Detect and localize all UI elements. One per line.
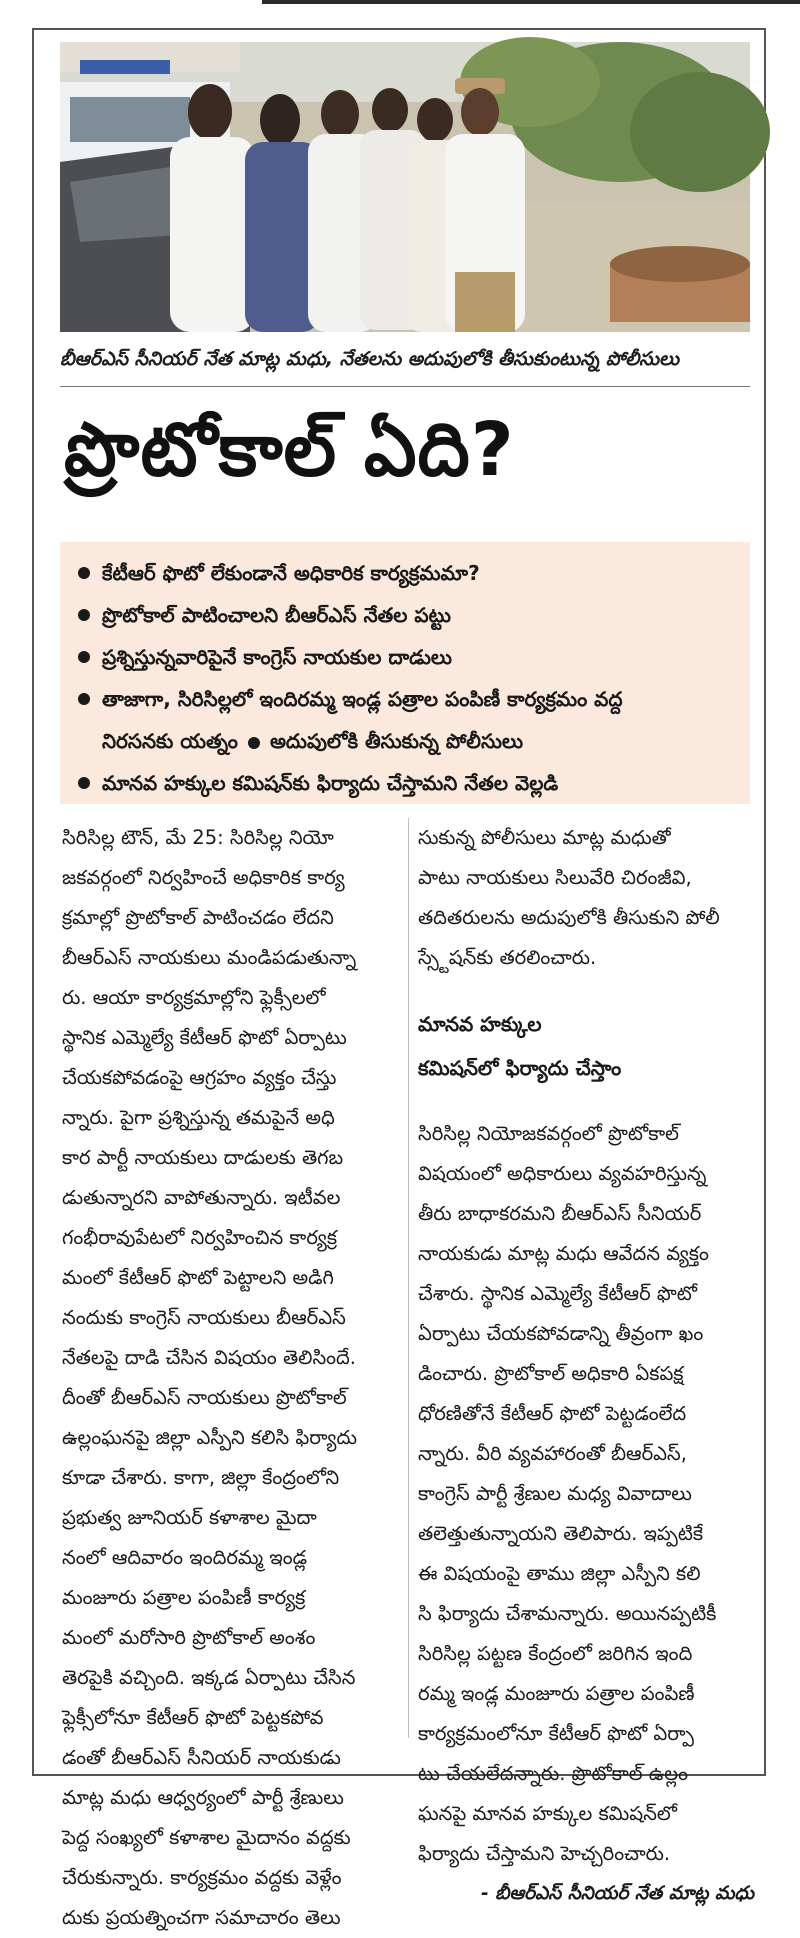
article-line: రు. ఆయా కార్యక్రమాల్లోని ఫ్లెక్సీలలో xyxy=(62,986,326,1009)
article-line: చేరుకున్నారు. కార్యక్రమం వద్దకు వెళ్లేం xyxy=(62,1866,342,1889)
top-rule xyxy=(262,0,800,4)
highlight-text: అదుపులోకి తీసుకున్న పోలీసులు xyxy=(269,729,524,753)
article-line: నంలో ఆదివారం ఇందిరమ్మ ఇండ్ల xyxy=(62,1546,308,1569)
article-line: కార్యక్రమంలోనూ కేటీఆర్ ఫొటో ఏర్పా xyxy=(418,1722,694,1745)
article-line: ఘనపై మానవ హక్కుల కమిషన్‌లో xyxy=(418,1802,677,1825)
article-line: ఏర్పాటు చేయకపోవడాన్ని తీవ్రంగా ఖం xyxy=(418,1322,704,1345)
photo-caption: బీఆర్ఎస్ సీనియర్ నేత మాట్ల మధు, నేతలను అదుపులోకి తీసుకుంటున్న పోలీసులు xyxy=(60,348,680,370)
article-line: ధోరణితోనే కేటీఆర్ ఫొటో పెట్టడంలేద xyxy=(418,1402,687,1425)
article-line: కూడా చేశారు. కాగా, జిల్లా కేంద్రంలోని xyxy=(62,1466,340,1489)
highlight-text: ప్రొటోకాల్ పాటించాలని బీఆర్ఎస్ నేతల పట్టు xyxy=(102,603,451,627)
article-line: మంజూరు పత్రాల పంపిణీ కార్యక్ర xyxy=(62,1586,306,1609)
article-line: ఉల్లంఘనపై జిల్లా ఎస్పీని కలిసి ఫిర్యాదు xyxy=(62,1426,357,1449)
article-line: సిరిసిల్ల పట్టణ కేంద్రంలో జరిగిన ఇంది xyxy=(418,1642,693,1665)
highlights-box xyxy=(60,542,750,804)
article-line: ఫ్లెక్సీలోనూ కేటీఆర్ ఫొటో పెట్టకపోవ xyxy=(62,1706,324,1729)
highlight-continuation xyxy=(78,720,742,762)
highlight-item xyxy=(78,762,742,804)
headline: ప్రొటోకాల్ ఏది? xyxy=(64,407,515,493)
article-line: ఫిర్యాదు చేస్తామని హెచ్చరించారు. xyxy=(418,1842,671,1865)
bullet-icon xyxy=(78,651,90,663)
article-line: మంలో మరోసారి ప్రొటోకాల్ అంశం xyxy=(62,1626,316,1649)
article-line: మాట్ల మధు ఆధ్వర్యంలో పార్టీ శ్రేణులు xyxy=(62,1786,344,1809)
article-line: ఈ విషయంపై తాము జిల్లా ఎస్పీని కలి xyxy=(418,1562,701,1585)
article-line: ప్రభుత్వ జూనియర్ కళాశాల మైదా xyxy=(62,1506,317,1529)
article-line: న్నారు. పైగా ప్రశ్నిస్తున్న తమపైనే అధి xyxy=(62,1106,335,1129)
highlight-text: తాజాగా, సిరిసిల్లలో ఇందిరమ్మ ఇండ్ల పత్రాల పంపిణీ కార్యక్రమం వద్ద xyxy=(102,687,623,711)
article-line: డించారు. ప్రొటోకాల్ అధికారి ఏకపక్ష xyxy=(418,1362,684,1385)
article-line: విషయంలో అధికారులు వ్యవహరిస్తున్న xyxy=(418,1162,707,1185)
highlight-item xyxy=(78,678,742,720)
article-line: స్థానిక ఎమ్మెల్యే కేటీఆర్ ఫొటో ఏర్పాటు xyxy=(62,1026,347,1049)
article-line: తదితరులను అదుపులోకి తీసుకుని పోలీ xyxy=(418,906,720,929)
article-column-left xyxy=(62,818,402,1929)
bullet-icon xyxy=(248,737,260,749)
bullet-icon xyxy=(78,693,90,705)
spacer xyxy=(418,1090,754,1114)
subheading: మానవ హక్కుల xyxy=(418,1012,542,1036)
article-line: సిరిసిల్ల టౌన్, మే 25: సిరిసిల్ల నియో xyxy=(62,826,334,849)
article-line: సి ఫిర్యాదు చేశామన్నారు. అయినప్పటికీ xyxy=(418,1602,717,1625)
article-line: తలెత్తుతున్నాయని తెలిపారు. ఇప్పటికే xyxy=(418,1522,704,1545)
highlight-text: కేటీఆర్ ఫొటో లేకుండానే అధికారిక కార్యక్రమమా? xyxy=(102,561,480,585)
article-line: తీరు బాధాకరమని బీఆర్ఎస్ సీనియర్ xyxy=(418,1202,702,1225)
spacer xyxy=(418,978,754,1002)
article-line: గంభీరావుపేటలో నిర్వహించిన కార్యక్ర xyxy=(62,1226,338,1249)
article-line: నాయకుడు మాట్ల మధు ఆవేదన వ్యక్తం xyxy=(418,1242,709,1265)
article-line: టు చేయలేదన్నారు. ప్రొటోకాల్ ఉల్లం xyxy=(418,1762,688,1785)
article-line: మంలో కేటీఆర్ ఫొటో పెట్టాలని అడిగి xyxy=(62,1266,334,1289)
article-line: కార పార్టీ నాయకులు దాడులకు తెగబ xyxy=(62,1146,344,1169)
article-line: జకవర్గంలో నిర్వహించే అధికారిక కార్య xyxy=(62,866,345,889)
article-line: నేతలపై దాడి చేసిన విషయం తెలిసిందే. xyxy=(62,1346,356,1369)
bullet-icon xyxy=(78,777,90,789)
highlight-text: మానవ హక్కుల కమిషన్‌కు ఫిర్యాదు చేస్తామని నేతల వెల్లడి xyxy=(102,771,559,795)
article-line: కాంగ్రెస్ పార్టీ శ్రేణుల మధ్య వివాదాలు xyxy=(418,1482,692,1505)
article-line: రమ్మ ఇండ్ల మంజూరు పత్రాల పంపిణీ xyxy=(418,1682,695,1705)
byline: - బీఆర్ఎస్ సీనియర్ నేత మాట్ల మధు xyxy=(481,1883,754,1904)
article-line: న్నారు. వీరి వ్యవహారంతో బీఆర్ఎస్, xyxy=(418,1442,687,1465)
article-column-right xyxy=(418,818,754,1904)
article-line: పెద్ద సంఖ్యలో కళాశాల మైదానం వద్దకు xyxy=(62,1826,351,1849)
subheading: కమిషన్‌లో ఫిర్యాదు చేస్తాం xyxy=(418,1056,622,1080)
article-line: స్స్టేషన్‌కు తరలించారు. xyxy=(418,946,597,969)
article-line: నందుకు కాంగ్రెస్ నాయకులు బీఆర్ఎస్ xyxy=(62,1306,346,1329)
article-line: పాటు నాయకులు సిలువేరి చిరంజీవి, xyxy=(418,866,692,889)
article-line: చేశారు. స్థానిక ఎమ్మెల్యే కేటీఆర్ ఫొటో xyxy=(418,1282,697,1305)
caption-divider xyxy=(60,386,750,387)
highlight-item xyxy=(78,552,742,594)
news-photo xyxy=(60,42,750,332)
article-line: డుతున్నారని వాపోతున్నారు. ఇటీవల xyxy=(62,1186,341,1209)
article-line: సుకున్న పోలీసులు మాట్ల మధుతో xyxy=(418,826,671,849)
highlight-text: ప్రశ్నిస్తున్నవారిపైనే కాంగ్రెస్ నాయకుల దాడులు xyxy=(102,645,452,669)
article-line: దీంతో బీఆర్ఎస్ నాయకులు ప్రొటోకాల్ xyxy=(62,1386,347,1409)
bullet-icon xyxy=(78,567,90,579)
article-line: సిరిసిల్ల నియోజకవర్గంలో ప్రొటోకాల్ xyxy=(418,1122,679,1145)
highlight-text: నిరసనకు యత్నం xyxy=(102,729,238,753)
article-line: దుకు ప్రయత్నించగా సమాచారం తెలు xyxy=(62,1906,341,1929)
article-line: బీఆర్ఎస్ నాయకులు మండిపడుతున్నా xyxy=(62,946,357,969)
column-divider xyxy=(408,818,409,1738)
photo-icon xyxy=(60,42,750,332)
highlight-item xyxy=(78,636,742,678)
highlight-item xyxy=(78,594,742,636)
article-line: డంతో బీఆర్ఎస్ సీనియర్ నాయకుడు xyxy=(62,1746,341,1769)
article-line: తెరపైకి వచ్చింది. ఇక్కడ ఏర్పాటు చేసిన xyxy=(62,1666,356,1689)
article-line: క్రమాల్లో ప్రొటోకాల్ పాటించడం లేదని xyxy=(62,906,334,929)
bullet-icon xyxy=(78,609,90,621)
article-line: చేయకపోవడంపై ఆగ్రహం వ్యక్తం చేస్తు xyxy=(62,1066,337,1089)
